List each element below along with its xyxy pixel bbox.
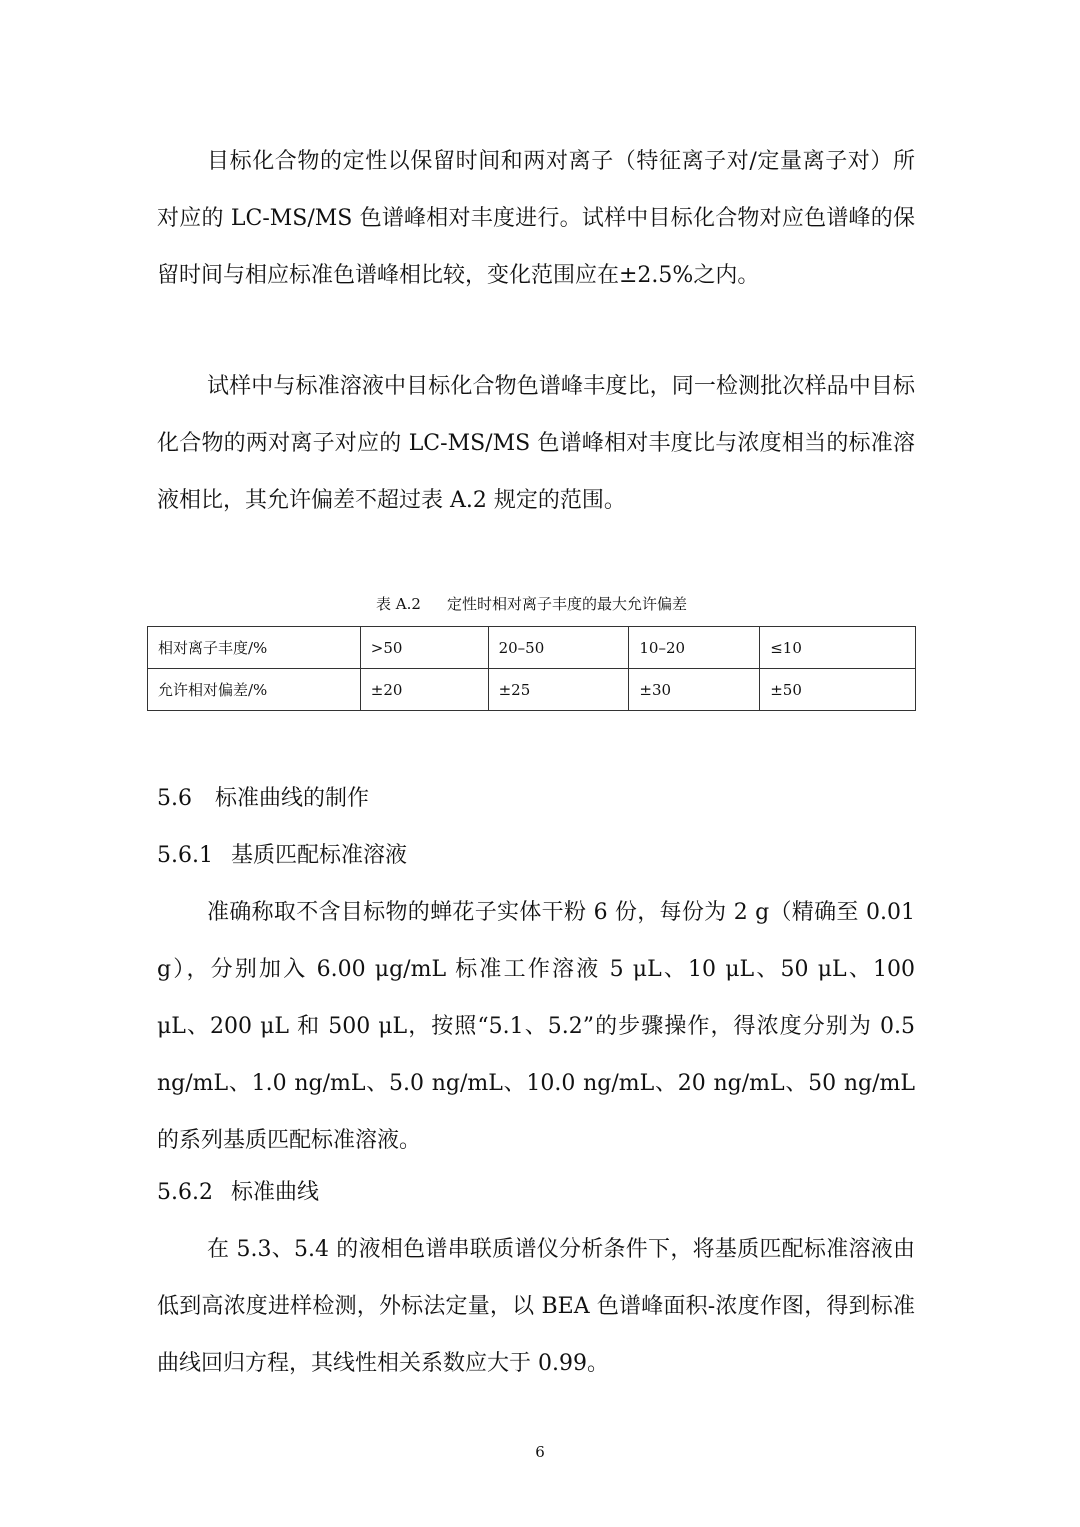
paragraph-abundance-ratio: 试样中与标准溶液中目标化合物色谱峰丰度比，同一检测批次样品中目标化合物的两对离子对应的 LC-MS/MS 色谱峰相对丰度比与浓度相当的标准溶液相比，其允许偏差不超过表 A.2 规定的范围。 (157, 374, 915, 513)
table-cell: ≤10 (760, 627, 916, 669)
section-number: 5.6 (157, 786, 192, 811)
paragraph-matrix-standard: 准确称取不含目标物的蝉花子实体干粉 6 份，每份为 2 g（精确至 0.01 g），分别加入 6.00 μg/mL 标准工作溶液 5 μL、10 μL、50 μL、100 μL、200 μL 和 500 μL，按照“5.1、5.2”的步骤操作，得浓度分别为 0.5 ng/mL、1.0 ng/mL、5.0 ng/mL、10.0 ng/mL、20 ng/mL、50 ng/mL 的系列基质匹配标准溶液。 (157, 900, 915, 1153)
table-cell: ±20 (360, 669, 488, 711)
paragraph-qualitative: 目标化合物的定性以保留时间和两对离子（特征离子对/定量离子对）所对应的 LC-MS/MS 色谱峰相对丰度进行。试样中目标化合物对应色谱峰的保留时间与相应标准色谱峰相比较，变化范围应在±2.5%之内。 (157, 149, 915, 288)
table-cell: 20–50 (488, 627, 629, 669)
section-number: 5.6.1 (157, 843, 213, 868)
section-heading-5-6-2 (157, 1178, 319, 1208)
section-heading-5-6-1 (157, 841, 407, 871)
section-number: 5.6.2 (157, 1180, 213, 1205)
paragraph-standard-curve: 在 5.3、5.4 的液相色谱串联质谱仪分析条件下，将基质匹配标准溶液由低到高浓度进样检测，外标法定量，以 BEA 色谱峰面积-浓度作图，得到标准曲线回归方程，其线性相关系数应大于 0.99。 (157, 1237, 915, 1376)
table-cell: ±50 (760, 669, 916, 711)
table-cell: >50 (360, 627, 488, 669)
table-row (148, 627, 916, 669)
section-title: 标准曲线 (231, 1180, 320, 1205)
table-cell: ±25 (488, 669, 629, 711)
table-cell: ±30 (629, 669, 760, 711)
table-row (148, 669, 916, 711)
table-caption-number: 表 A.2 (376, 595, 421, 613)
table-cell: 10–20 (629, 627, 760, 669)
section-title: 基质匹配标准溶液 (231, 843, 408, 868)
table-caption (147, 592, 916, 616)
table-cell: 相对离子丰度/% (148, 627, 361, 669)
section-heading-5-6 (157, 784, 369, 814)
table-cell: 允许相对偏差/% (148, 669, 361, 711)
table-caption-title: 定性时相对离子丰度的最大允许偏差 (446, 595, 687, 613)
page-number: 6 (535, 1443, 545, 1461)
deviation-table (147, 626, 916, 711)
section-title: 标准曲线的制作 (215, 786, 370, 811)
